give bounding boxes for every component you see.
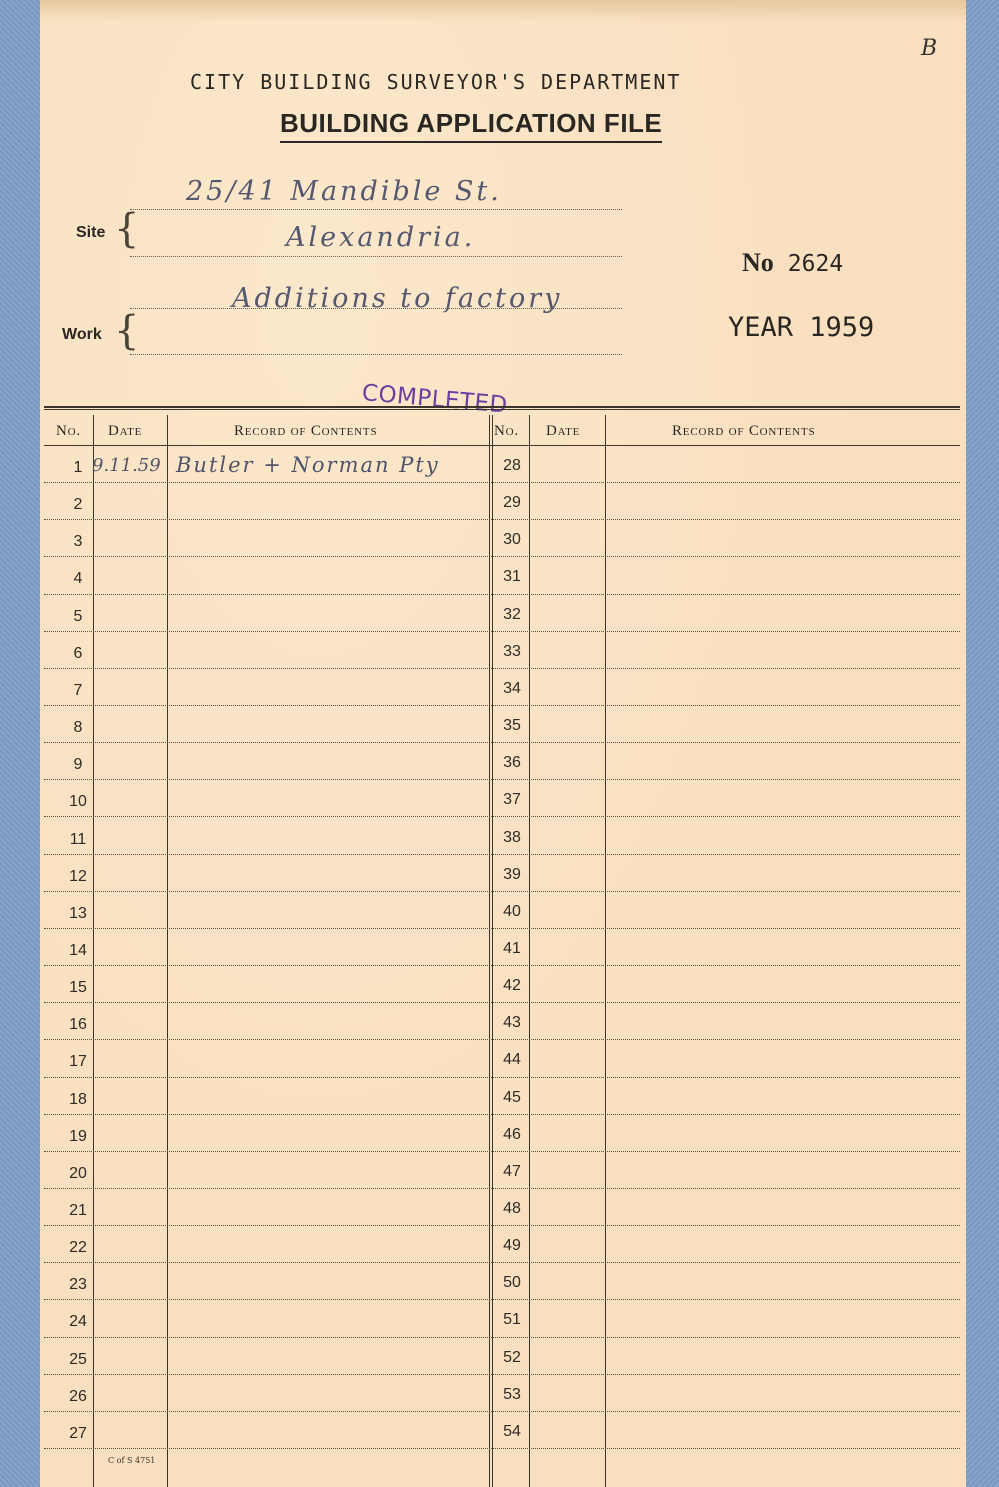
right-row-number: 51 bbox=[503, 1311, 521, 1328]
right-row-number: 39 bbox=[503, 866, 521, 883]
row-rule bbox=[44, 1262, 960, 1263]
file-title: BUILDING APPLICATION FILE bbox=[280, 108, 662, 143]
work-label: Work bbox=[62, 326, 102, 343]
right-row-number: 46 bbox=[503, 1126, 521, 1143]
left-row-number: 1 bbox=[73, 459, 83, 476]
left-row-number: 13 bbox=[69, 905, 87, 922]
right-row-number: 34 bbox=[503, 680, 521, 697]
right-row-number: 28 bbox=[503, 457, 521, 474]
left-row-number: 5 bbox=[73, 608, 83, 625]
row-rule bbox=[44, 519, 960, 520]
left-row-number: 22 bbox=[69, 1239, 87, 1256]
right-row-number: 38 bbox=[503, 829, 521, 846]
left-row-number: 21 bbox=[69, 1202, 87, 1219]
work-brace: { bbox=[114, 308, 140, 354]
right-row-number: 35 bbox=[503, 717, 521, 734]
row-rule bbox=[44, 705, 960, 706]
site-line-1 bbox=[130, 209, 622, 210]
row-rule bbox=[44, 1374, 960, 1375]
row-rule bbox=[44, 1225, 960, 1226]
right-row-number: 45 bbox=[503, 1089, 521, 1106]
left-row-number: 17 bbox=[69, 1053, 87, 1070]
corner-handwritten-mark: B bbox=[921, 36, 938, 61]
right-date-header: Date bbox=[546, 423, 581, 439]
right-row-number: 43 bbox=[503, 1014, 521, 1031]
right-row-number: 52 bbox=[503, 1349, 521, 1366]
row-rule bbox=[44, 965, 960, 966]
left-row-number: 8 bbox=[73, 719, 83, 736]
right-row-number: 50 bbox=[503, 1274, 521, 1291]
left-row-number: 12 bbox=[69, 868, 87, 885]
right-row-number: 49 bbox=[503, 1237, 521, 1254]
work-line-2 bbox=[130, 354, 622, 355]
left-row-number: 20 bbox=[69, 1165, 87, 1182]
right-binding-strip bbox=[962, 0, 999, 1487]
right-row-number: 32 bbox=[503, 606, 521, 623]
left-row-number: 15 bbox=[69, 979, 87, 996]
right-row-number: 29 bbox=[503, 494, 521, 511]
left-row-number: 26 bbox=[69, 1388, 87, 1405]
row-rule bbox=[44, 631, 960, 632]
right-row-number: 30 bbox=[503, 531, 521, 548]
left-row-number: 25 bbox=[69, 1351, 87, 1368]
site-line-2 bbox=[130, 256, 622, 257]
right-row-number: 48 bbox=[503, 1200, 521, 1217]
row-rule bbox=[44, 1188, 960, 1189]
row-rule bbox=[44, 556, 960, 557]
file-number-value: 2624 bbox=[787, 251, 844, 277]
left-row-number: 19 bbox=[69, 1128, 87, 1145]
row-rule bbox=[44, 482, 960, 483]
row-rule bbox=[44, 742, 960, 743]
torn-top-edge bbox=[40, 0, 966, 22]
left-row-number: 23 bbox=[69, 1276, 87, 1293]
right-row-number: 41 bbox=[503, 940, 521, 957]
left-row-number: 3 bbox=[73, 533, 83, 550]
row-rule bbox=[44, 1337, 960, 1338]
row-rule bbox=[44, 668, 960, 669]
row-rule bbox=[44, 1151, 960, 1152]
table-top-rule bbox=[44, 406, 960, 408]
site-label: Site bbox=[76, 224, 106, 241]
left-row-date: 9.11.59 bbox=[92, 455, 161, 476]
file-cover-sheet bbox=[40, 0, 966, 1487]
site-handwritten-address: 25/41 Mandible St. bbox=[186, 176, 502, 207]
row-rule bbox=[44, 928, 960, 929]
left-row-number: 7 bbox=[73, 682, 83, 699]
center-divider bbox=[489, 415, 490, 1487]
right-row-number: 44 bbox=[503, 1051, 521, 1068]
left-row-number: 27 bbox=[69, 1425, 87, 1442]
left-record-header: Record of Contents bbox=[234, 423, 378, 439]
row-rule bbox=[44, 594, 960, 595]
right-row-number: 37 bbox=[503, 791, 521, 808]
left-date-divider bbox=[167, 415, 168, 1487]
left-row-number: 11 bbox=[69, 831, 87, 848]
row-rule bbox=[44, 1077, 960, 1078]
right-record-header: Record of Contents bbox=[672, 423, 816, 439]
header-bottom-rule bbox=[44, 445, 960, 446]
right-date-divider bbox=[605, 415, 606, 1487]
file-number-label: No bbox=[742, 248, 774, 277]
left-row-number: 16 bbox=[69, 1016, 87, 1033]
right-row-number: 36 bbox=[503, 754, 521, 771]
left-row-number: 10 bbox=[69, 793, 87, 810]
row-rule bbox=[44, 779, 960, 780]
site-brace: { bbox=[114, 206, 140, 252]
left-row-number: 4 bbox=[73, 570, 83, 587]
right-row-number: 31 bbox=[503, 568, 521, 585]
right-row-number: 40 bbox=[503, 903, 521, 920]
row-rule bbox=[44, 1411, 960, 1412]
right-row-number: 33 bbox=[503, 643, 521, 660]
right-row-number: 54 bbox=[503, 1423, 521, 1440]
left-row-number: 2 bbox=[73, 496, 83, 513]
row-rule bbox=[44, 1448, 960, 1449]
file-year: YEAR 1959 bbox=[728, 312, 875, 343]
completed-stamp: COMPLETED bbox=[360, 380, 509, 419]
row-rule bbox=[44, 854, 960, 855]
row-rule bbox=[44, 816, 960, 817]
table-top-rule-inner bbox=[44, 409, 960, 410]
left-row-number: 14 bbox=[69, 942, 87, 959]
print-code: C of S 4751 bbox=[108, 1456, 156, 1465]
left-row-number: 18 bbox=[69, 1091, 87, 1108]
right-row-number: 42 bbox=[503, 977, 521, 994]
row-rule bbox=[44, 1114, 960, 1115]
file-number bbox=[742, 248, 843, 278]
left-date-header: Date bbox=[108, 423, 143, 439]
row-rule bbox=[44, 1039, 960, 1040]
row-rule bbox=[44, 1002, 960, 1003]
row-rule bbox=[44, 1299, 960, 1300]
left-row-number: 24 bbox=[69, 1313, 87, 1330]
right-row-number: 53 bbox=[503, 1386, 521, 1403]
left-row-number: 9 bbox=[73, 756, 83, 773]
right-row-number: 47 bbox=[503, 1163, 521, 1180]
department-heading: CITY BUILDING SURVEYOR'S DEPARTMENT bbox=[190, 70, 682, 94]
site-handwritten-suburb: Alexandria. bbox=[286, 222, 476, 253]
right-no-header: No. bbox=[494, 423, 519, 439]
work-handwritten-description: Additions to factory bbox=[232, 283, 563, 314]
left-no-header: No. bbox=[56, 423, 81, 439]
row-rule bbox=[44, 891, 960, 892]
left-row-number: 6 bbox=[73, 645, 83, 662]
left-row-record: Butler + Norman Pty bbox=[176, 453, 440, 477]
